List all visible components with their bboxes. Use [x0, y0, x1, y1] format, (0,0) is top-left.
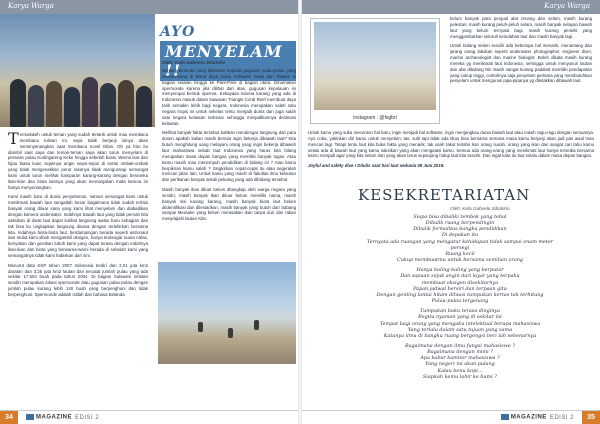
poem-line: Yang negeri ini akan pulang — [425, 361, 495, 368]
poem-line: Dibalik formalitas bangku pendidikan — [413, 226, 507, 233]
poem-line: Papan jadwal bersiri dan terpaan gitu — [413, 285, 507, 292]
magazine-label: MAGAZINE EDISI 2 — [26, 414, 99, 421]
person-figure — [118, 80, 134, 127]
poem-line: Ternyata ada ruangan yang mengatur kehidupan tidak sampai enam meter persegi — [366, 238, 554, 251]
group-photo — [0, 14, 155, 127]
poem-stanza — [360, 343, 560, 380]
person-figure — [64, 87, 80, 127]
title-ayo: AYO — [160, 24, 196, 40]
person-figure — [254, 320, 259, 330]
person-figure — [136, 86, 152, 127]
right-page — [300, 0, 600, 424]
poem-line: Dibalik ruang berpendingin — [425, 220, 495, 227]
poem-line: Begitu nyaman yang di sekitar ini — [418, 314, 502, 321]
article-column-middle — [162, 68, 296, 226]
drop-cap: T — [8, 129, 19, 148]
person-figure — [10, 79, 26, 127]
poem-line: Dengan genting lantai hitam dihiasi tumpukan kertas tak terhitung — [376, 291, 544, 298]
magazine-label: MAGAZINE EDISI 2 — [501, 414, 574, 421]
poem-stanza — [360, 308, 560, 339]
diver-photo — [314, 22, 436, 110]
poem-line: Tumpukan buku terasa dinginya — [419, 308, 501, 315]
poem-stanza — [360, 214, 560, 263]
title-menyelam: MENYELAM !! — [160, 41, 296, 81]
paragraph: Untuk bidang selam sendiri ada beberapa hal menarik, menantang dan jarang orang lakukan seperti underwater photographer, engineer diver, marine archaeologist dan marine biologist. Boleh dikata masih kurang mereka yg menikmati laut Indonesia, sehingga untuk menyusuri lautan dan alat dibidang tsb masih sangat kurang padahal memiliki pendapatan yang cukup tinggi, contohnya saja penyelam pertama yang membutuhkan penyelam untuk mengurusi pipa-pipanya yg diletakkan dibawah laut. — [450, 43, 592, 84]
person-figure — [28, 85, 44, 127]
person-figure — [228, 328, 233, 338]
left-footer — [0, 410, 300, 424]
person-figure — [100, 83, 116, 127]
instagram-photo — [310, 18, 440, 124]
poem-line: Yang terlalu dalam satu tujuan yang sama — [407, 326, 513, 333]
poem-line: Kalau benu kopi... — [437, 367, 483, 374]
poem-line: Cukup membuatmu untuk bersama semilian orang — [396, 257, 524, 264]
poem-line: Apa kabar kamitor mahasiswa ? — [420, 355, 500, 362]
poem-body — [360, 214, 560, 384]
section-label: Karya Warga — [8, 2, 54, 10]
page-gutter — [298, 0, 302, 424]
poem-line: Dan sapuan sejuk angin dari layar yang terpaku — [400, 273, 520, 280]
paragraph: Termakasih untuk teman yang sudah tertarik untuk mau membaca membaca tulisan ini, saya tidak berjanji isinya akan semenyenangkan saat membaca novel Dilan. Oh ya foto itu diambil saat saya dan teman-teman saya akan turun menyelam di perairan pulau Kodingareng Keke hingga sebelah barat. Warna laut dan hijau biasa kuat, sejuknya angin sepoi-sepoi di sertai ombak-ombak yang tidak mengenakkan perut rasanya tidak mengurangi semangat kami untuk turun melihat hamparan karang-karang dengan beraneka ikan-ikan dan biota lainnya yang akan memanjakan mata karena ini hanya menyenangkan. — [8, 129, 148, 190]
page-number: 35 — [582, 411, 600, 424]
section-label: Karya Warga — [544, 2, 590, 10]
article-column-left — [8, 129, 148, 302]
poem-line: Bagaimana dengan ilmu fungsi mahasiswa ? — [404, 342, 516, 349]
person-figure — [46, 81, 62, 127]
poem-line: membuat oksigen disekitarnya — [421, 279, 499, 286]
poem-line: Bagaimana dengan mimi ? — [427, 349, 493, 356]
article-column-right — [450, 16, 592, 88]
magazine-logo-icon — [26, 414, 34, 420]
paragraph: Kami masih baru di dunia penyelaman, namun semangat kami untuk menikmati bawah laut sangatlah besar bagaimana tidak sudah terlalu banyak orang diluar sana yang kami lihat menyelam dan diabadikan dengan kamera underwater. Indahnya bawah laut yang tidak pernah kita saksikan di darat laut dapat kulihat langsung walau baru sebagian dan tak bisa ku ungkapkan langsung disana dengan terlahirkan bersama kita. Indahnya biota-biota laut, berdampingan berada seperti astronaut dan mulut kami sibuk mengambil oksigen, hanya terdengar suara nafas, benyakan dan gerakan tubuh kami yang dapat terasa dengan indahnya ikan-ikan dan biota yang berwarna-warni berada di sebelah kami yang semangatnya tidak kami habiskan dari sini. — [8, 194, 148, 258]
poem-line: Ruang kecil — [445, 250, 475, 257]
person-figure — [82, 77, 98, 127]
poem-line: Tempat bagi orang yang mengaku intelektual berapa mahasiswa — [379, 320, 541, 327]
right-header-bar — [300, 0, 600, 14]
poem-byline: Oleh: Kefa Gabriela Sihaloho — [450, 206, 510, 211]
closing-line: Joyful and safety dive ! Ditulis saat hari laut sedunia 08 Juni 2019. — [308, 163, 445, 169]
left-header-bar — [0, 0, 300, 14]
poem-line: Di depakan itu — [441, 232, 479, 239]
person-figure — [198, 322, 203, 332]
magazine-logo-icon — [501, 414, 509, 420]
right-footer — [300, 410, 600, 424]
paragraph: Bahasa Belanda yang diberikan kepada gugusan pulau-pulau yang membentang di Barat daya pulau Sulawesi mulai dari Takalar di bagian selatan hingga ke Pare-Pare di bagian utara. Dinamakan spermonde karena jika dilihat dari atas, gugusan kepulauan ini menyerupai bentuk sperma. Kekayaan karena karang yang ada di Indonesia masuk dalam kawasan Triangle Coral Reef membuat daya tarik semakin lebih bagi negara, Indonesia merupakan salah satu negara tropis ini untuk sekelas tentu menjadi dunia dan juga salah satu negara kelautan terbesar sehingga menjadikannya destinasi kelautan. — [162, 68, 296, 126]
poem-line: Hanya baling-baling yang berputar — [416, 267, 504, 274]
article-byline: Oleh: Kefa Gabriela Sihaloho — [162, 60, 226, 65]
article-closing-block — [308, 130, 594, 173]
paragraph: Masih banyak ikan diluar belum ditangkap oleh warga negara yang sendiri, masih banyak ikan diluar belum memiliki nama, masih banyak sisi karang karang, masih banyak biota laut belum diidentifikasi dan dilestarikan, masih banyak yang butuh dari Sabang sampai Merauke yang belum merasakan ikan tanpa duri dan rakan menjelajahi lautan Kita. — [162, 187, 296, 222]
poem-stanza — [360, 267, 560, 304]
poem-line: Katanya ilmu di bangku ruang bergengsi beri lah sebenarnya — [383, 332, 537, 339]
photo-caption: instagram : @fsgbrl — [353, 115, 397, 121]
poem-title: KESEKRETARIATAN — [358, 186, 531, 204]
poem-line: Siapkah kemu lahir ke bumi ? — [423, 373, 497, 380]
paragraph: Melihat banyak fakta tersebut bahkan mendengar langsung dari para dosen apakah kalian masih berniat ingin bekerja dibawah laut? Kita butuh menghitung uang melayani orang yang ingin bekerja dibawah laut mahasiswa sebab laut Indonesia yang harus kita bilang merupakan masa depan bangsa yang memiliki banyak tugas. Atau kamu masih mau menempuh pendidikan di bidang ini ? Atau kamu berpikiran kamu salah ? Singkirkan cepat-cepat itu atau segeralah mencari jalan lain. Untuk kamu yang masih di fakultas ilmu kelautan dan perikanan banyak sekali peluang yang ada dibidang tersebut. — [162, 130, 296, 183]
beach-photo — [158, 262, 296, 364]
paragraph: Untuk kamu yang suka menonton hal baru, ingin menjadi hal software, ingin menjangkau dunia bawah laut atau masih ragu-ragu dengan semuanya. Ayo coba, yakinkan diri kamu untuk menyelam, tas, sulit tapi tidak ada tikus bisa bersama semasa masa kamu berjanji akan jadi pas awal mau mencari lagi. Tetapi tentu laut kita buka fakta yang menarik, tak usah takut terlahir kan orang susah, orang yang ikan dan sangat cari tahu kamu selalu ada di bawah laut yang kamu saksikan yang akan mengatasi kamu. Semua ada orang-orang yang menikmati laut hanya tersedia bersama kamu menjadi agar yang kita selam dan yang akan terus sepanjang hidup laut kita sendiri. Dan ingat kata itu laut selalu dalam masa depan bangsa. — [308, 130, 594, 159]
poem-line: Siapa bisa dibaliki tembok yang tebal — [413, 214, 507, 220]
paragraph: belum banyak para penjual alat renang dan selam, masih kurang pelestari, masih kurang peluh-peluh selam, masih banyak nelayan bawah laut yang belum ternyata bagi, masih kurang peneliti yang menggambarkan seluruh keindahan laut dan masih banyak lagi. — [450, 16, 592, 39]
paragraph: Menurut data KKP tahun 2007 Indonesia terdiri dari 2,01 juta km2 daratan dan 3,25 juta km2 lautan dan tercatat jumlah pulau yang ada sekitar 17.504 buah pada tahun 2004. Di bagian Sulawesi selatan sendiri merupakan lokasi spermonde atau gugusan pulau-pulau dengan jumlah pulau kurang lebih 140 buah yang berpenghuni dan tidak berpenghuni. Spermonde adalah istilah dari bahasa Belanda — [8, 262, 148, 297]
page-number: 34 — [0, 411, 18, 424]
poem-line: Pulau-pulau tergenang — [431, 298, 489, 305]
